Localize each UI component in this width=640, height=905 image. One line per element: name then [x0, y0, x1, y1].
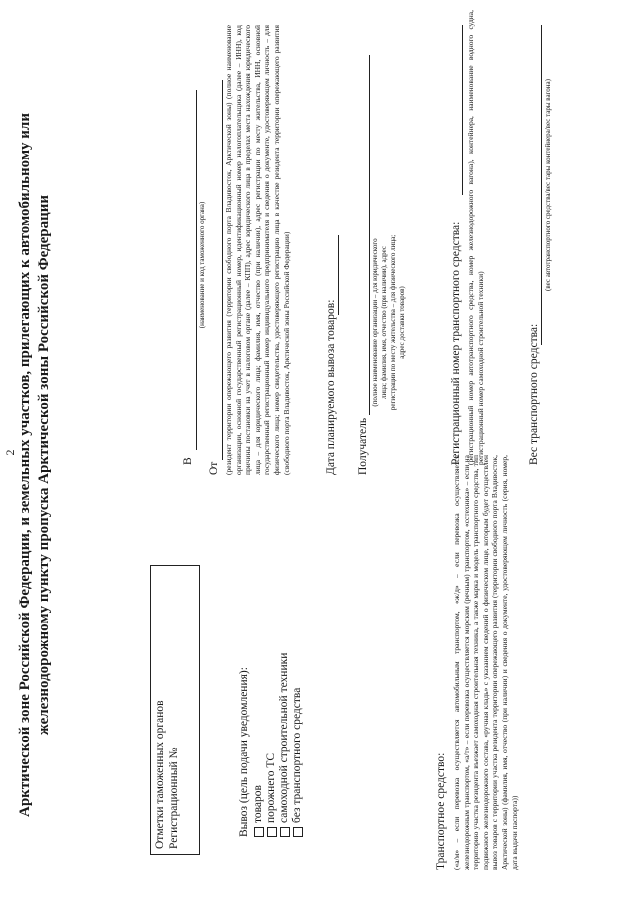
registration-number-field[interactable]	[462, 25, 463, 195]
checkbox[interactable]	[280, 827, 290, 837]
checkbox[interactable]	[267, 827, 277, 837]
export-purpose-block	[238, 537, 304, 837]
customs-marks-heading: Отметки таможенных органов	[154, 700, 166, 849]
option-goods[interactable]	[252, 537, 265, 837]
customs-authority-field[interactable]	[196, 90, 197, 450]
transport-label: Транспортное средство:	[435, 752, 447, 870]
option-empty-vehicle[interactable]	[265, 537, 278, 837]
vehicle-weight-field[interactable]	[541, 25, 542, 345]
customs-authority-caption: (наименование и код таможенного органа)	[198, 201, 206, 329]
option-construction-machinery[interactable]	[278, 537, 291, 837]
vehicle-weight-label: Вес транспортного средства:	[528, 323, 540, 465]
recipient-label: Получатель	[357, 417, 369, 475]
registration-number-caption: (регистрационный номер автотранспортного средства, номер железнодорожного вагона), контейнера, наименование водного судна, регистрационный номер самоходной строительной техники)	[466, 10, 485, 465]
export-heading: Вывоз (цель подачи уведомления):	[238, 667, 250, 837]
option-goods-label: товаров	[252, 785, 264, 823]
option-no-vehicle[interactable]	[291, 537, 304, 837]
option-construction-machinery-label: самоходной строительной техники	[278, 652, 290, 823]
recipient-caption: (полное наименование организации – для юридического лица; фамилия, имя, отчество (при наличии), адрес регистрации по месту жительства – для физического лица; адрес доставки товаров)	[371, 234, 406, 411]
export-date-field[interactable]	[338, 235, 339, 315]
recipient-field[interactable]	[369, 55, 370, 415]
registration-number-label: Регистрационный №	[168, 747, 180, 849]
export-date-label: Дата планируемого вывоза товаров:	[325, 299, 337, 475]
customs-marks-box	[150, 565, 200, 855]
to-label: В	[182, 457, 194, 465]
document-title: Арктической зоне Российской Федерации, и земельных участков, прилегающих к автомобильному или железнодорожному пункту пропуска Арктической зоны Российской Федерации	[17, 113, 52, 817]
from-label: От	[208, 461, 220, 475]
checkbox[interactable]	[293, 827, 303, 837]
resident-field[interactable]	[222, 80, 223, 460]
transport-note: («а/м» – если перевозка осуществляется автомобильным транспортом, «ж/д» – если перевозка осуществляется железнодорожным транспортом, «а/т» – если перевозка осуществляется морским (речным) транспортом, «сстехника» – если на территорию участка резидента въезжает самоходная строительная техника, а также марка и модель транспортного средства, тип подвижного железнодорожного состава, «ручная кладь» с указанием сведений о физическом лице, которым будет осуществлен вывоз товаров с территории участка резидента территории опережающего развития (территории свободного порта Владивосток, Арктической зоны) (фамилия, имя, отчество (при наличии) и сведения о документе, удостоверяющем личность (серия, номер, дата выдачи паспорта))	[452, 455, 519, 870]
registration-number-label: Регистрационный номер транспортного средства:	[450, 221, 462, 465]
option-no-vehicle-label: без транспортного средства	[291, 687, 303, 823]
vehicle-weight-caption: (вес автотранспортного средства/вес тары контейнера/вес тары вагона)	[544, 79, 552, 291]
page-number: 2	[3, 449, 17, 456]
option-empty-vehicle-label: порожнего ТС	[265, 752, 277, 823]
checkbox[interactable]	[254, 827, 264, 837]
resident-note: (резидент территории опережающего развития (территории свободного порта Владивосток, Арктической зоны) (полное наименование организации, основной государственный регистрационный номер, идентификационный номер налогоплательщика (далее – ИНН), код причины постановки на учет в налоговом органе (далее – КПП), адрес юридического лица в пределах места нахождения юридического лица – для юридического лица; фамилия, имя, отчество (при наличии), адрес регистрации по месту жительства, ИНН, основной государственный регистрационный номер индивидуального предпринимателя и сведения о документе, удостоверяющем личность – для физического лица; номер свидетельства, удостоверяющего регистрацию лица в качестве резидента территории опережающего развития (свободного порта Владивосток, Арктической зоны Российской Федерации)	[224, 25, 291, 475]
